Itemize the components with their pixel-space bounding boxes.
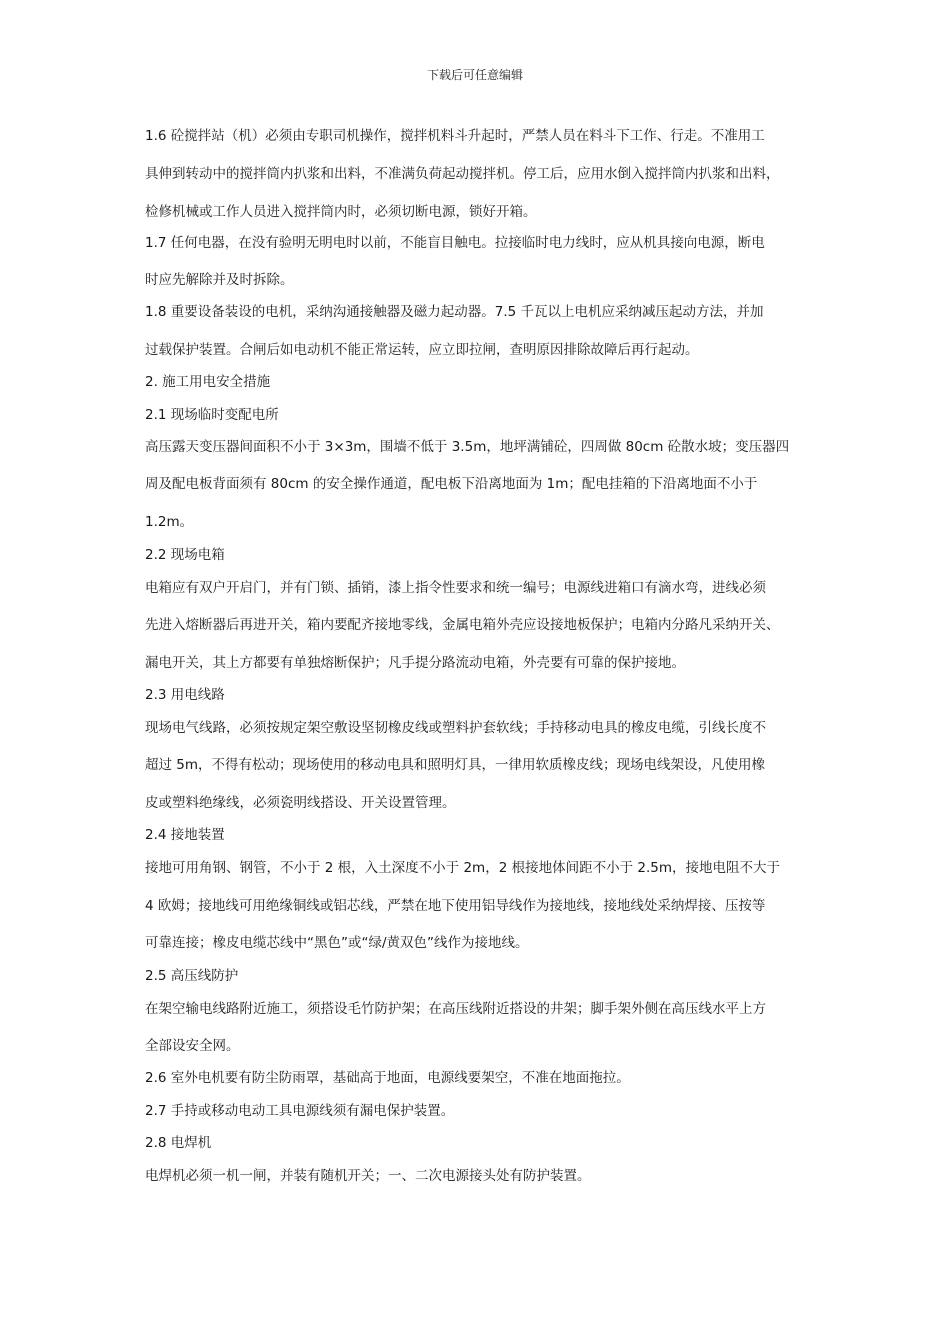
text-line: 2.6 室外电机要有防尘防雨罩，基础高于地面，电源线要架空，不准在地面拖拉。 bbox=[145, 1070, 630, 1086]
section-heading: 2.5 高压线防护 bbox=[145, 968, 239, 984]
text-line: 皮或塑料绝缘线，必须瓷明线搭设、开关设置管理。 bbox=[145, 795, 456, 811]
text-line: 全部设安全网。 bbox=[145, 1038, 240, 1054]
section-heading: 2. 施工用电安全措施 bbox=[145, 374, 271, 390]
section-heading: 2.2 现场电箱 bbox=[145, 547, 225, 563]
text-line: 接地可用角钢、钢管，不小于 2 根，入土深度不小于 2m，2 根接地体间距不小于 2.5m，接地电阻不大于 bbox=[145, 860, 780, 876]
text-line: 电箱应有双户开启门，并有门锁、插销，漆上指令性要求和统一编号；电源线进箱口有滴水弯，进线必须 bbox=[145, 580, 766, 596]
text-line: 1.2m。 bbox=[145, 514, 194, 530]
text-line: 在架空输电线路附近施工，须搭设毛竹防护架；在高压线附近搭设的井架；脚手架外侧在高压线水平上方 bbox=[145, 1001, 766, 1017]
section-heading: 2.3 用电线路 bbox=[145, 687, 225, 703]
section-heading: 2.8 电焊机 bbox=[145, 1135, 212, 1151]
text-line: 超过 5m，不得有松动；现场使用的移动电具和照明灯具，一律用软质橡皮线；现场电线架设，凡使用橡 bbox=[145, 757, 766, 773]
text-line: 先进入熔断器后再进开关，箱内要配齐接地零线，金属电箱外壳应设接地板保护；电箱内分路凡采纳开关、 bbox=[145, 617, 780, 633]
section-heading: 2.4 接地装置 bbox=[145, 827, 225, 843]
text-line: 漏电开关，其上方都要有单独熔断保护；凡手提分路流动电箱，外壳要有可靠的保护接地。 bbox=[145, 655, 685, 671]
section-heading: 2.1 现场临时变配电所 bbox=[145, 407, 279, 423]
text-line: 时应先解除并及时拆除。 bbox=[145, 272, 294, 288]
text-line: 1.7 任何电器，在没有验明无明电时以前，不能盲目触电。拉接临时电力线时，应从机具接向电源，断电 bbox=[145, 235, 765, 251]
text-line: 检修机械或工作人员进入搅拌筒内时，必须切断电源，锁好开箱。 bbox=[145, 204, 537, 220]
text-line: 现场电气线路，必须按规定架空敷设坚韧橡皮线或塑料护套软线；手持移动电具的橡皮电缆，引线长度不 bbox=[145, 720, 766, 736]
text-line: 过载保护装置。合闸后如电动机不能正常运转，应立即拉闸，查明原因排除故障后再行起动。 bbox=[145, 342, 699, 358]
text-line: 1.8 重要设备装设的电机，采纳沟通接触器及磁力起动器。7.5 千瓦以上电机应采纳减压起动方法，并加 bbox=[145, 304, 764, 320]
text-line: 可靠连接；橡皮电缆芯线中“黑色”或“绿/黄双色”线作为接地线。 bbox=[145, 935, 529, 951]
page-header: 下载后可任意编辑 bbox=[426, 68, 523, 82]
text-line: 高压露天变压器间面积不小于 3×3m，围墙不低于 3.5m，地坪满铺砼，四周做 80cm 砼散水坡；变压器四 bbox=[145, 439, 790, 455]
text-line: 具伸到转动中的搅拌筒内扒浆和出料，不准满负荷起动搅拌机。停工后，应用水倒入搅拌筒内扒浆和出料， bbox=[145, 166, 780, 182]
text-line: 2.7 手持或移动电动工具电源线须有漏电保护装置。 bbox=[145, 1103, 455, 1119]
text-line: 1.6 砼搅拌站（机）必须由专职司机操作，搅拌机料斗升起时，严禁人员在料斗下工作、行走。不准用工 bbox=[145, 128, 765, 144]
text-line: 电焊机必须一机一闸，并装有随机开关；一、二次电源接头处有防护装置。 bbox=[145, 1168, 591, 1184]
text-line: 4 欧姆；接地线可用绝缘铜线或铝芯线，严禁在地下使用铝导线作为接地线，接地线处采纳焊接、压按等 bbox=[145, 898, 766, 914]
text-line: 周及配电板背面须有 80cm 的安全操作通道，配电板下沿离地面为 1m；配电挂箱的下沿离地面不小于 bbox=[145, 476, 758, 492]
